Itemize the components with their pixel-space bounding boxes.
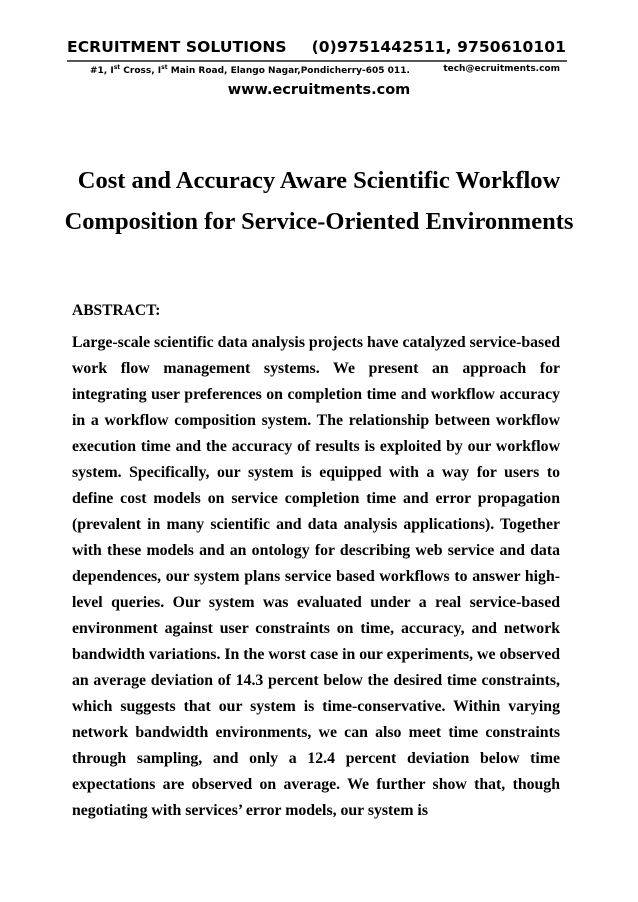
company-name: ECRUITMENT SOLUTIONS <box>67 38 287 56</box>
company-email: tech@ecruitments.com <box>443 64 560 74</box>
abstract-text: Large-scale scientific data analysis projects have catalyzed service-based work flow management systems. We present an approach for integrating user preferences on completion time and workflow accuracy in a workflow composition system. The relationship between workflow execution time and the accuracy of results is exploited by our workflow system. Specifically, our system is equipped with a way for users to define cost models on service completion time and error propagation (prevalent in many scientific and data analysis applications). Together with these models and an ontology for describing web service and data dependences, our system plans service based workflows to answer high-level queries. Our system was evaluated under a real service-based environment against user constraints on time, accuracy, and network bandwidth variations. In the worst case in our experiments, we observed an average deviation of 14.3 percent below the desired time constraints, which suggests that our system is time-conservative. Within varying network bandwidth environments, we can also meet time constraints through sampling, and only a 12.4 percent deviation below time expectations are observed on average. We further show that, though negotiating with services’ error models, our system is <box>72 334 560 819</box>
header-divider <box>67 60 567 62</box>
abstract-heading: ABSTRACT: <box>72 302 161 319</box>
phone-numbers: (0)9751442511, 9750610101 <box>311 38 566 56</box>
document-title: Cost and Accuracy Aware Scientific Workflow Composition for Service-Oriented Environments <box>64 167 574 235</box>
company-website: www.ecruitments.com <box>227 82 411 98</box>
company-address: #1, Ist Cross, Ist Main Road, Elango Nagar,Pondicherry-605 011. <box>90 64 410 76</box>
